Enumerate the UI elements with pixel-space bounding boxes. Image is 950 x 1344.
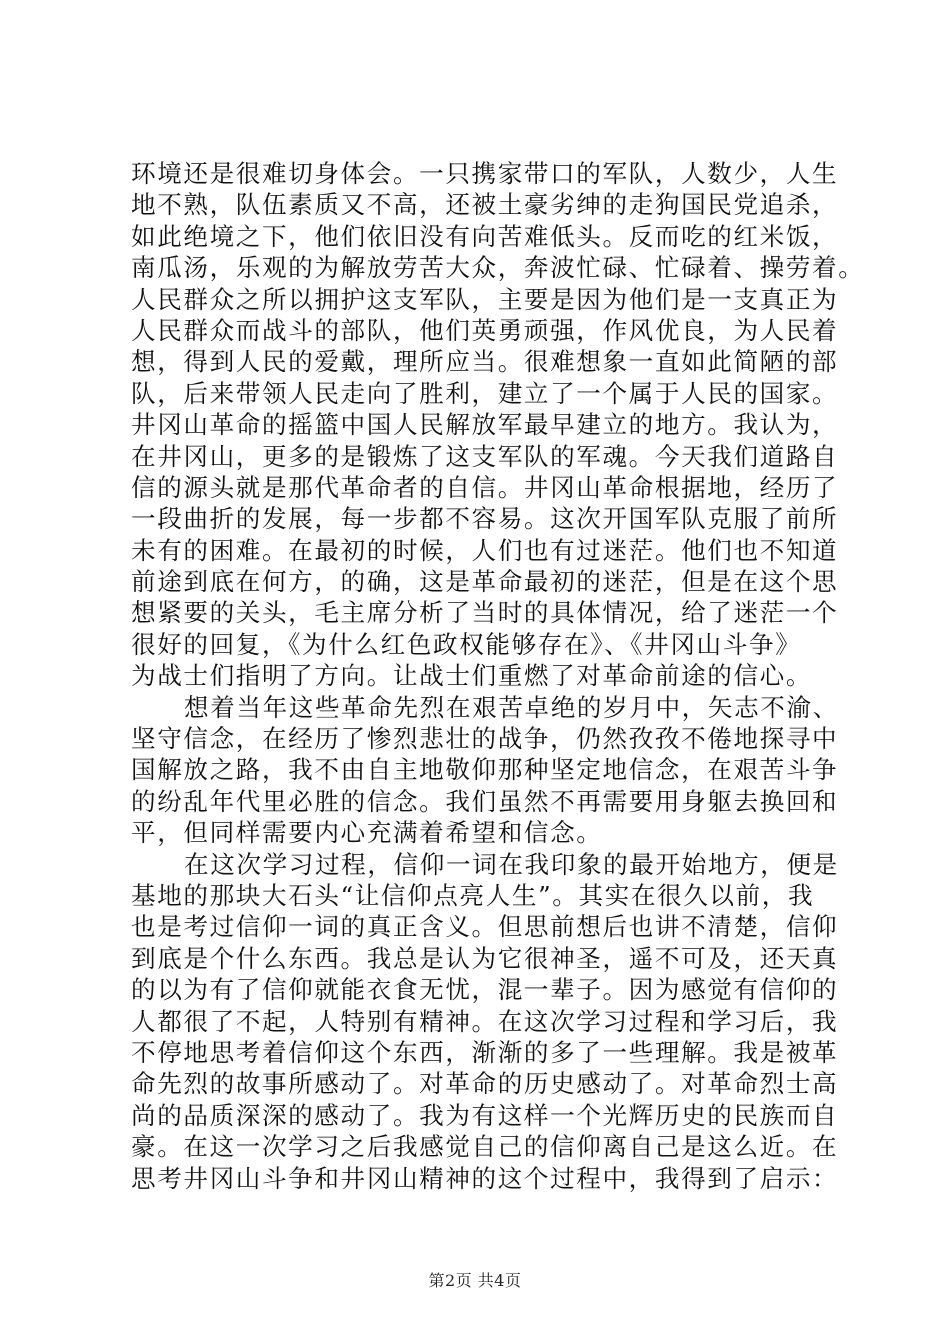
page-number-footer: 第2页 共4页	[428, 1271, 522, 1290]
text-line: 的以为有了信仰就能衣食无忧，混一辈子。因为感觉有信仰的	[131, 975, 839, 1005]
text-line: 人民群众之所以拥护这支军队，主要是因为他们是一支真正为	[131, 284, 839, 314]
text-line: 南瓜汤，乐观的为解放劳苦大众，奔波忙碌、忙碌着、操劳着。	[131, 253, 865, 283]
text-line: 不停地思考着信仰这个东西，渐渐的多了一些理解。我是被革	[131, 1037, 839, 1067]
text-line: 到底是个什么东西。我总是认为它很神圣，遥不可及，还天真	[131, 943, 839, 973]
text-line: 前途到底在何方，的确，这是革命最初的迷茫，但是在这个思	[131, 567, 839, 597]
text-line: 也是考过信仰一词的真正含义。但思前想后也讲不清楚，信仰	[131, 912, 839, 942]
text-line: 人民群众而战斗的部队，他们英勇顽强，作风优良，为人民着	[131, 315, 839, 345]
text-line: 人都很了不起，人特别有精神。在这次学习过程和学习后，我	[131, 1006, 839, 1036]
text-line: 坚守信念，在经历了惨烈悲壮的战争，仍然孜孜不倦地探寻中	[131, 724, 839, 754]
text-line: 想紧要的关头，毛主席分析了当时的具体情况，给了迷茫一个	[131, 598, 839, 628]
text-line: 基地的那块大石头“让信仰点亮人生”。其实在很久以前，我	[131, 880, 815, 910]
text-line: 信的源头就是那代革命者的自信。井冈山革命根据地，经历了	[131, 472, 839, 502]
text-line: 如此绝境之下，他们依旧没有向苦难低头。反而吃的红米饭，	[131, 221, 839, 251]
text-line: 地不熟，队伍素质又不高，还被土豪劣绅的走狗国民党追杀，	[131, 190, 839, 220]
text-line: 在井冈山，更多的是锻炼了这支军队的军魂。今天我们道路自	[131, 441, 839, 471]
text-line: 的纷乱年代里必胜的信念。我们虽然不再需要用身躯去换回和	[131, 786, 839, 816]
text-line: 一段曲折的发展，每一步都不容易。这次开国军队克服了前所	[131, 504, 839, 534]
text-line: 环境还是很难切身体会。一只携家带口的军队，人数少，人生	[131, 159, 839, 188]
text-line: 想，得到人民的爱戴，理所应当。很难想象一直如此简陋的部	[131, 347, 839, 377]
body-text	[131, 158, 865, 1194]
text-line: 很好的回复，《为什么红色政权能够存在》、《井冈山斗争》	[131, 629, 802, 659]
text-line: 思考井冈山斗争和井冈山精神的这个过程中，我得到了启示：	[131, 1163, 839, 1193]
text-line: 未有的困难。在最初的时候，人们也有过迷茫。他们也不知道	[131, 535, 839, 565]
text-line: 国解放之路，我不由自主地敬仰那种坚定地信念，在艰苦斗争	[131, 755, 839, 785]
text-line: 命先烈的故事所感动了。对革命的历史感动了。对革命烈士高	[131, 1069, 839, 1099]
text-line: 为战士们指明了方向。让战士们重燃了对革命前途的信心。	[131, 661, 813, 691]
text-line: 队，后来带领人民走向了胜利，建立了一个属于人民的国家。	[131, 378, 839, 408]
text-line: 豪。在这一次学习之后我感觉自己的信仰离自己是这么近。在	[131, 1132, 839, 1162]
paragraph-start-line: 在这次学习过程，信仰一词在我印象的最开始地方，便是	[184, 849, 839, 879]
text-line: 井冈山革命的摇篮中国人民解放军最早建立的地方。我认为，	[131, 410, 839, 440]
text-line: 平，但同样需要内心充满着希望和信念。	[131, 818, 603, 848]
text-line: 尚的品质深深的感动了。我为有这样一个光辉历史的民族而自	[131, 1100, 839, 1130]
paragraph-start-line: 想着当年这些革命先烈在艰苦卓绝的岁月中，矢志不渝、	[184, 692, 839, 722]
